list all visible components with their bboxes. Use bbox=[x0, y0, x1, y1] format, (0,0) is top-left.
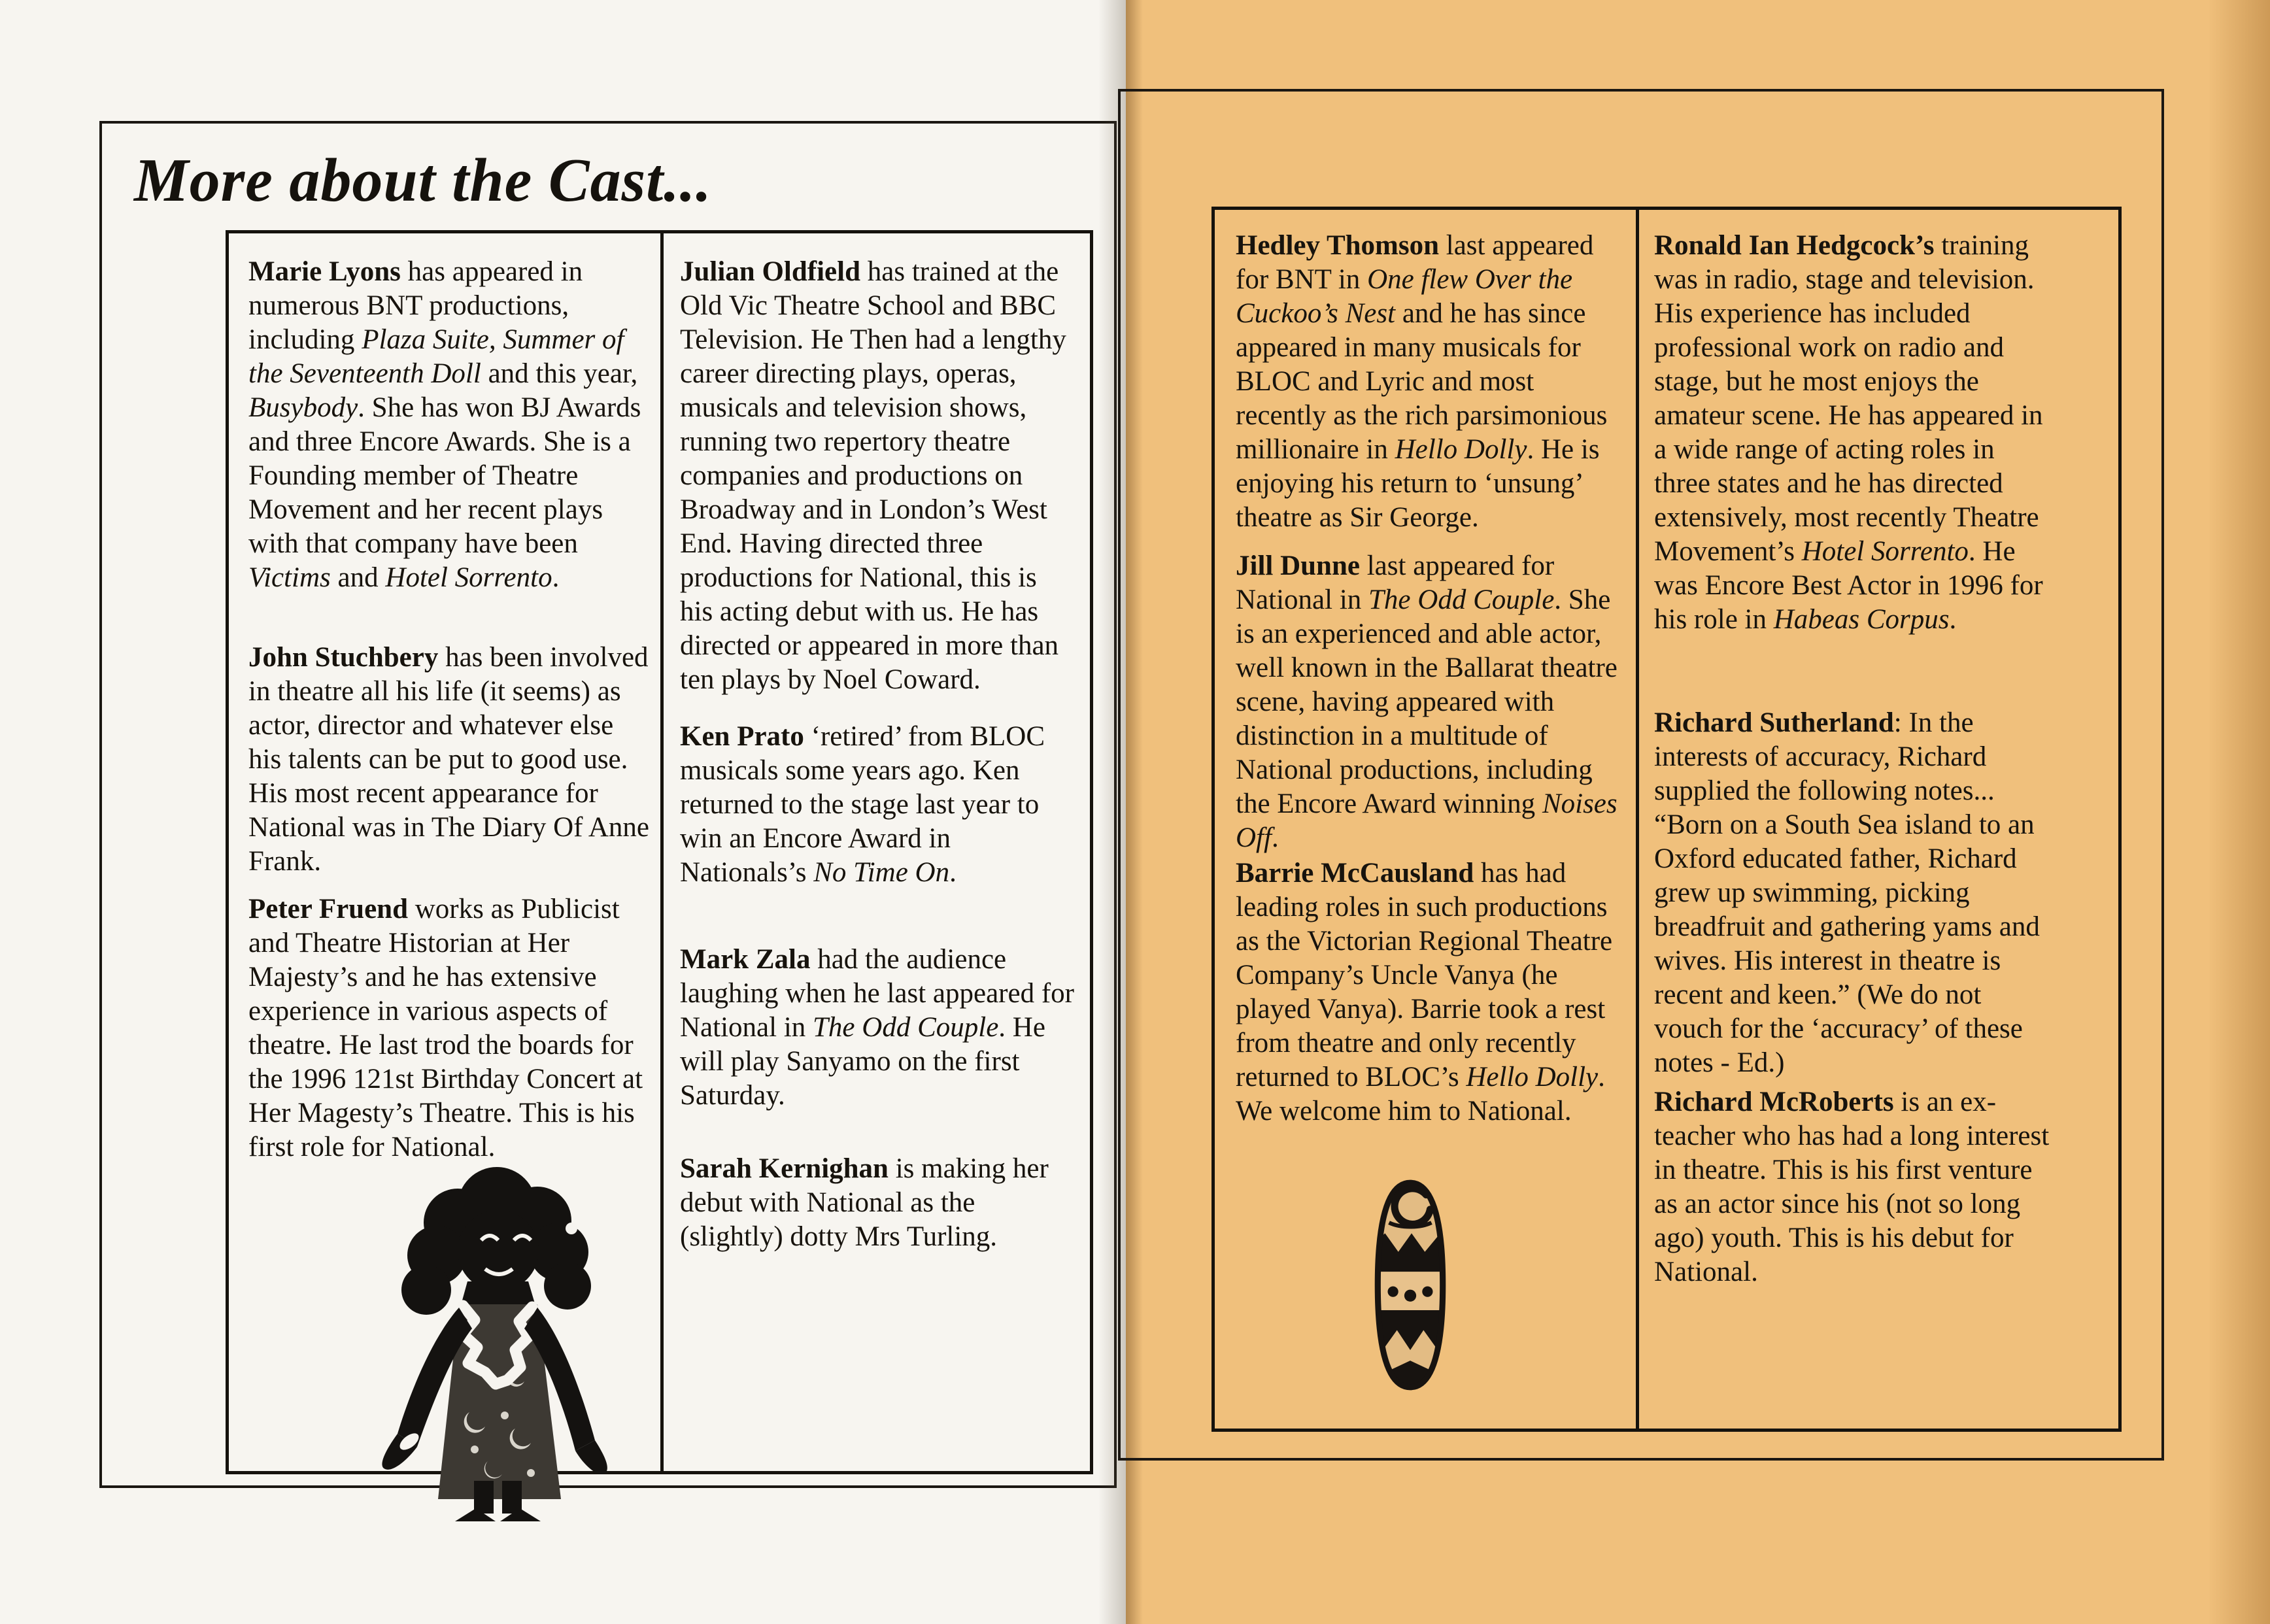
right-page-column-divider bbox=[1636, 210, 1639, 1429]
cast-bio-mark-zala: Mark Zala had the audience laughing when he last appeared for National in The Odd Couple. He will play Sanyamo on the first Saturday. bbox=[680, 944, 1074, 1111]
woman-silhouette-illustration bbox=[360, 1141, 634, 1530]
right-page-cast-table bbox=[1211, 207, 2122, 1432]
right-page bbox=[1126, 0, 2270, 1624]
cast-bio-peter-fruend: Peter Fruend works as Publicist and Theatre Historian at Her Majesty’s and he has extensive experience in various aspects of theatre. He last trod the boards for the 1996 121st Birthday Concert at Her Magesty’s Theatre. This is his first role for National. bbox=[248, 894, 643, 1163]
cast-bio-marie-lyons: Marie Lyons has appeared in numerous BNT productions, including Plaza Suite, Summer of the Seventeenth Doll and this year, Busybody. She has won BJ Awards and three Encore Awards. She is a Founding member of Theatre Movement and her recent plays with that company have been Victims and Hotel Sorrento. bbox=[248, 256, 641, 594]
cast-bio-hedley-thomson: Hedley Thomson last appeared for BNT in One flew Over the Cuckoo’s Nest and he has since appeared in many musicals for BLOC and Lyric and most recently as the rich parsimonious millionaire in Hello Dolly. He is enjoying his return to ‘unsung’ theatre as Sir George. bbox=[1236, 230, 1608, 533]
cast-bio-jill-dunne: Jill Dunne last appeared for National in The Odd Couple. She is an experienced and able actor, well known in the Ballarat theatre scene, having appeared with distinction in a multitude of National productions, including the Encore Award winning Noises Off. bbox=[1236, 550, 1618, 854]
cast-bio-sarah-kernighan: Sarah Kernighan is making her debut with National as the (slightly) dotty Mrs Turling. bbox=[680, 1153, 1049, 1253]
cast-bio-julian-oldfield: Julian Oldfield has trained at the Old Vic Theatre School and BBC Television. He Then had a lengthy career directing plays, operas, musicals and television shows, running two repertory theatre companies and productions on Broadway and in London’s West End. Having directed three productions for National, this is his acting debut with us. He has directed or appeared in more than ten plays by Noel Coward. bbox=[680, 256, 1066, 696]
cast-bio-richard-sutherland: Richard Sutherland: In the interests of accuracy, Richard supplied the following notes... “Born on a South Sea island to an Oxford educated father, Richard grew up swimming, picking breadfruit and gathering yams and wives. His interest in theatre is recent and keen.” (We do not vouch for the ‘accuracy’ of these notes - Ed.) bbox=[1654, 707, 2040, 1079]
cast-bio-john-stuchbery: John Stuchbery has been involved in theatre all his life (it seems) as actor, director and whatever else his talents can be put to good use. His most recent appearance for National was in The Diary Of Anne Frank. bbox=[248, 642, 650, 877]
cast-bio-richard-mcroberts: Richard McRoberts is an ex-teacher who has had a long interest in theatre. This is his first venture as an actor since his (not so long ago) youth. This is his debut for National. bbox=[1654, 1087, 2050, 1288]
left-page-cast-table bbox=[226, 230, 1093, 1474]
carved-drum-illustration bbox=[1370, 1172, 1450, 1398]
left-page-column-divider bbox=[660, 233, 664, 1471]
cast-bio-ronald-ian-hedgcock: Ronald Ian Hedgcock’s training was in radio, stage and television. His experience has included professional work on radio and stage, but he most enjoys the amateur scene. He has appeared in a wide range of acting roles in three states and he has directed extensively, most recently Theatre Movement’s Hotel Sorrento. He was Encore Best Actor in 1996 for his role in Habeas Corpus. bbox=[1654, 230, 2043, 635]
cast-bio-ken-prato: Ken Prato ‘retired’ from BLOC musicals some years ago. Ken returned to the stage last year to win an Encore Award in Nationals’s No Time On. bbox=[680, 721, 1045, 888]
left-page bbox=[0, 0, 1126, 1624]
cast-bio-barrie-mccausland: Barrie McCausland has had leading roles in such productions as the Victorian Regional Theatre Company’s Uncle Vanya (he played Vanya). Barrie took a rest from theatre and only recently returned to BLOC’s Hello Dolly. We welcome him to National. bbox=[1236, 858, 1613, 1127]
page-title: More about the Cast... bbox=[134, 146, 712, 214]
